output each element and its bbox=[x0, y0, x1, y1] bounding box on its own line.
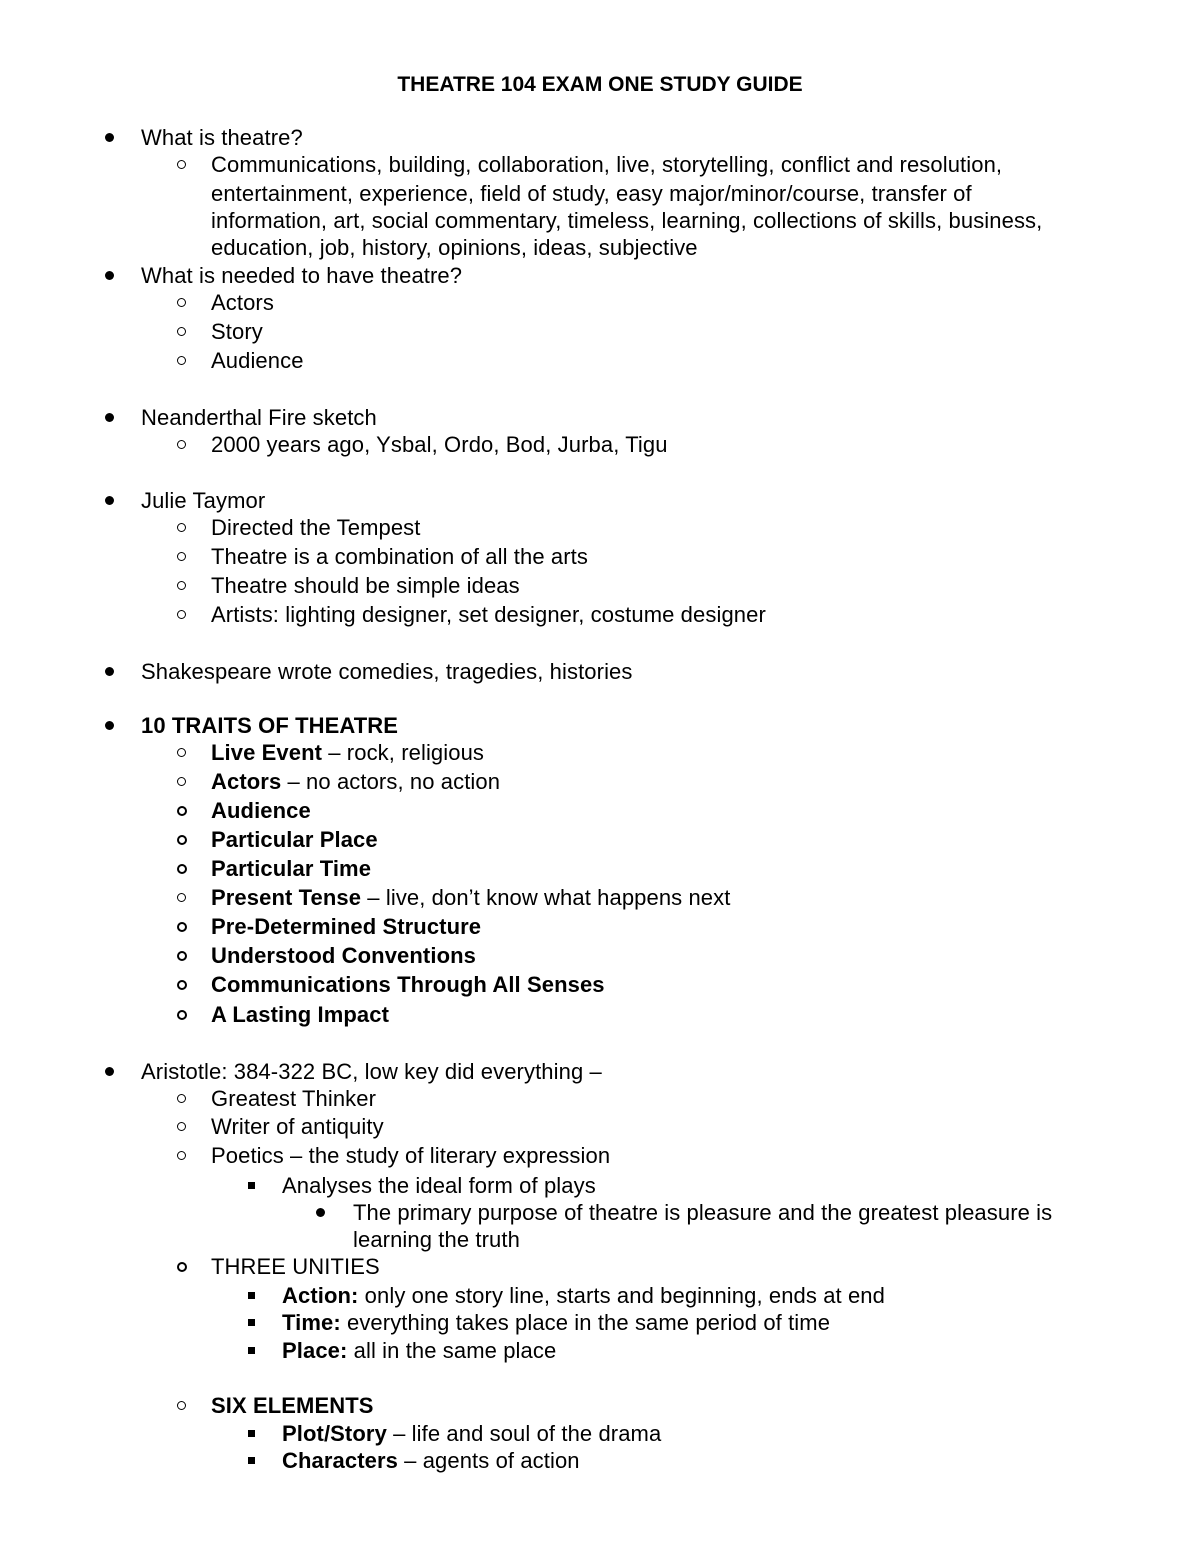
trait-desc: – no actors, no action bbox=[281, 769, 501, 794]
unity-desc: all in the same place bbox=[347, 1338, 557, 1363]
bullet-dot bbox=[105, 667, 114, 676]
trait-term: Particular Place bbox=[211, 827, 378, 852]
bullet-circle bbox=[177, 806, 187, 816]
trait-desc: – rock, religious bbox=[322, 740, 485, 765]
element-term: Plot/Story bbox=[282, 1421, 387, 1446]
list-item: The primary purpose of theatre is pleasure and the greatest pleasure is bbox=[353, 1200, 1053, 1225]
bullet-dot bbox=[105, 1067, 114, 1076]
bullet-square bbox=[248, 1430, 255, 1437]
trait-item bbox=[211, 855, 371, 882]
trait-item bbox=[211, 826, 378, 853]
list-item: Actors bbox=[211, 290, 274, 315]
unity-term: Place: bbox=[282, 1338, 348, 1363]
bullet-circle bbox=[177, 980, 187, 990]
bullet-circle bbox=[177, 160, 186, 169]
bullet-circle bbox=[177, 1122, 186, 1131]
heading-aristotle: Aristotle: 384-322 BC, low key did everything – bbox=[141, 1059, 602, 1084]
trait-desc: – live, don’t know what happens next bbox=[361, 885, 731, 910]
bullet-circle bbox=[177, 327, 186, 336]
trait-term: Pre-Determined Structure bbox=[211, 914, 482, 939]
heading-six-elements: SIX ELEMENTS bbox=[211, 1393, 374, 1418]
bullet-circle bbox=[177, 893, 186, 902]
answer-line: entertainment, experience, field of study, easy major/minor/course, transfer of bbox=[211, 181, 972, 206]
list-item: Theatre is a combination of all the arts bbox=[211, 544, 588, 569]
unity-item bbox=[282, 1282, 885, 1309]
trait-term: Actors bbox=[211, 769, 282, 794]
unity-item bbox=[282, 1309, 830, 1336]
list-item: Analyses the ideal form of plays bbox=[282, 1173, 596, 1198]
list-item: Directed the Tempest bbox=[211, 515, 421, 540]
bullet-dot bbox=[105, 133, 114, 142]
answer-line: education, job, history, opinions, ideas, subjective bbox=[211, 235, 698, 260]
list-item: Story bbox=[211, 319, 263, 344]
list-item: Greatest Thinker bbox=[211, 1086, 377, 1111]
trait-item bbox=[211, 971, 605, 998]
trait-item bbox=[211, 942, 476, 969]
bullet-circle bbox=[177, 748, 186, 757]
bullet-dot bbox=[105, 271, 114, 280]
element-term: Characters bbox=[282, 1448, 398, 1473]
unity-desc: everything takes place in the same period of time bbox=[340, 1310, 831, 1335]
page-title: THEATRE 104 EXAM ONE STUDY GUIDE bbox=[397, 73, 803, 96]
trait-item bbox=[211, 1001, 389, 1028]
list-item: learning the truth bbox=[353, 1227, 520, 1252]
unity-term: Action: bbox=[282, 1283, 359, 1308]
heading-traits: 10 TRAITS OF THEATRE bbox=[141, 713, 399, 738]
bullet-dot bbox=[105, 496, 114, 505]
bullet-circle bbox=[177, 835, 187, 845]
element-item bbox=[282, 1420, 661, 1447]
unity-desc: only one story line, starts and beginning, ends at end bbox=[358, 1283, 885, 1308]
bullet-circle bbox=[177, 440, 186, 449]
bullet-circle bbox=[177, 552, 186, 561]
trait-item bbox=[211, 797, 311, 824]
element-desc: – life and soul of the drama bbox=[386, 1421, 662, 1446]
heading-shakespeare: Shakespeare wrote comedies, tragedies, histories bbox=[141, 659, 633, 684]
list-item: Poetics – the study of literary expression bbox=[211, 1143, 611, 1168]
bullet-circle bbox=[177, 864, 187, 874]
trait-term: A Lasting Impact bbox=[211, 1002, 390, 1027]
bullet-dot bbox=[316, 1208, 325, 1217]
bullet-circle bbox=[177, 298, 186, 307]
element-desc: – agents of action bbox=[397, 1448, 580, 1473]
bullet-circle bbox=[177, 1094, 186, 1103]
bullet-square bbox=[248, 1347, 255, 1354]
answer-line: Communications, building, collaboration, live, storytelling, conflict and resolution, bbox=[211, 152, 1003, 177]
trait-item bbox=[211, 768, 500, 795]
unity-term: Time: bbox=[282, 1310, 341, 1335]
bullet-circle bbox=[177, 1151, 186, 1160]
answer-line: information, art, social commentary, timeless, learning, collections of skills, business, bbox=[211, 208, 1043, 233]
heading-three-unities: THREE UNITIES bbox=[211, 1254, 380, 1279]
heading-neanderthal: Neanderthal Fire sketch bbox=[141, 405, 377, 430]
bullet-square bbox=[248, 1182, 255, 1189]
heading-taymor: Julie Taymor bbox=[141, 488, 266, 513]
trait-item bbox=[211, 913, 481, 940]
bullet-circle bbox=[177, 356, 186, 365]
trait-item bbox=[211, 739, 484, 766]
trait-term: Communications Through All Senses bbox=[211, 972, 605, 997]
heading-what-is-needed: What is needed to have theatre? bbox=[141, 263, 463, 288]
bullet-circle bbox=[177, 581, 186, 590]
bullet-circle bbox=[177, 922, 187, 932]
list-item: Artists: lighting designer, set designer, costume designer bbox=[211, 602, 766, 627]
trait-term: Particular Time bbox=[211, 856, 372, 881]
bullet-circle bbox=[177, 610, 186, 619]
list-item: Theatre should be simple ideas bbox=[211, 573, 520, 598]
unity-item bbox=[282, 1337, 556, 1364]
bullet-circle bbox=[177, 777, 186, 786]
list-item: Audience bbox=[211, 348, 304, 373]
bullet-dot bbox=[105, 721, 114, 730]
list-item: Writer of antiquity bbox=[211, 1114, 384, 1139]
bullet-circle bbox=[177, 1401, 186, 1410]
trait-term: Audience bbox=[211, 798, 311, 823]
heading-what-is-theatre: What is theatre? bbox=[141, 125, 303, 150]
trait-term: Present Tense bbox=[211, 885, 362, 910]
trait-term: Live Event bbox=[211, 740, 323, 765]
bullet-square bbox=[248, 1457, 255, 1464]
trait-term: Understood Conventions bbox=[211, 943, 476, 968]
trait-item bbox=[211, 884, 730, 911]
list-item: 2000 years ago, Ysbal, Ordo, Bod, Jurba, Tigu bbox=[211, 432, 668, 457]
bullet-circle bbox=[177, 523, 186, 532]
bullet-square bbox=[248, 1292, 255, 1299]
bullet-circle bbox=[177, 1262, 187, 1272]
element-item bbox=[282, 1447, 580, 1474]
bullet-square bbox=[248, 1319, 255, 1326]
bullet-circle bbox=[177, 951, 187, 961]
bullet-dot bbox=[105, 413, 114, 422]
bullet-circle bbox=[177, 1010, 187, 1020]
